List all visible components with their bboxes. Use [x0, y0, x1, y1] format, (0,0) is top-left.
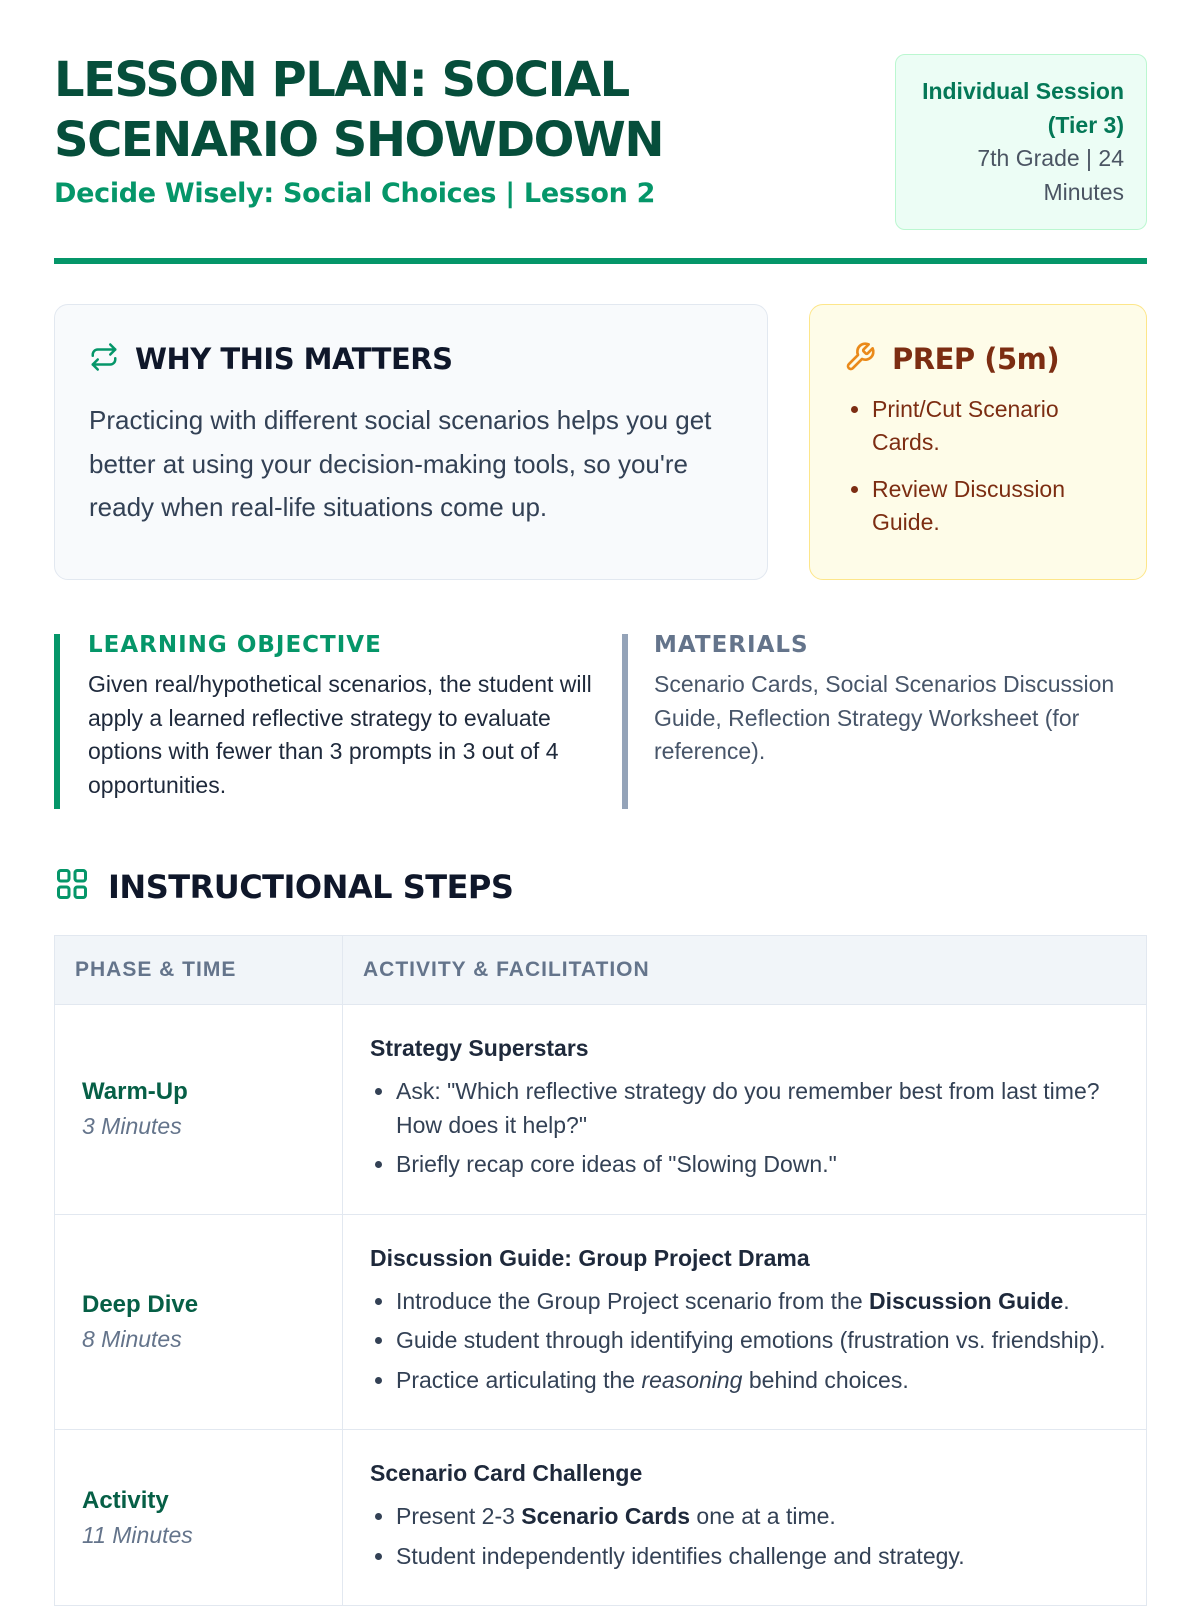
activity-item: [396, 1324, 1119, 1358]
objective-label: LEARNING OBJECTIVE: [88, 632, 382, 658]
item-text: Ask: "Which reflective strategy do you remember best from last time? How does it help?": [396, 1078, 1100, 1138]
materials-label: MATERIALS: [654, 632, 809, 658]
learning-objective: [54, 634, 598, 809]
activity-item: [396, 1075, 1119, 1142]
phase-cell: [55, 1430, 343, 1606]
col-phase-header: PHASE & TIME: [55, 936, 343, 1005]
col-activity-header: ACTIVITY & FACILITATION: [343, 936, 1147, 1005]
activity-item: [396, 1540, 1119, 1574]
steps-heading: INSTRUCTIONAL STEPS: [108, 867, 514, 906]
item-text: Student independently identifies challenge and strategy.: [396, 1542, 965, 1569]
session-badge: [895, 54, 1147, 230]
prep-card: [809, 304, 1147, 580]
activity-list: [370, 1500, 1119, 1573]
activity-item: [396, 1364, 1119, 1398]
table-row: [55, 1214, 1147, 1430]
activity-cell: [343, 1214, 1147, 1430]
prep-item: • Review Discussion Guide.: [872, 473, 1112, 539]
activity-item: [396, 1148, 1119, 1182]
repeat-icon: [89, 342, 119, 377]
item-text: behind choices.: [742, 1366, 909, 1393]
phase-name: Activity: [82, 1486, 169, 1514]
prep-heading: PREP (5m): [892, 342, 1060, 376]
activity-title: Discussion Guide: Group Project Drama: [370, 1244, 810, 1271]
activity-list: [370, 1075, 1119, 1182]
activity-title: Scenario Card Challenge: [370, 1460, 643, 1486]
item-text: Practice articulating the: [396, 1366, 642, 1393]
table-row: [55, 1430, 1147, 1606]
table-row: [55, 1005, 1147, 1215]
emphasis-text: Scenario Cards: [521, 1503, 691, 1529]
prep-item: • Print/Cut Scenario Cards.: [872, 393, 1112, 459]
activity-list: [370, 1285, 1119, 1398]
why-this-matters-card: [54, 304, 768, 580]
why-heading: WHY THIS MATTERS: [135, 342, 453, 376]
why-body: Practicing with different social scenarios helps you get better at using your decision-making tools, so you're ready when real-life situations come up.: [89, 405, 712, 522]
header-divider: [54, 258, 1147, 264]
activity-cell: [343, 1005, 1147, 1215]
item-text: Present 2-3: [396, 1503, 522, 1529]
page-title: LESSON PLAN: SOCIAL SCENARIO SHOWDOWN: [54, 52, 663, 168]
phase-cell: [55, 1214, 343, 1430]
grid-icon: [54, 866, 90, 907]
lesson-plan-page: [54, 0, 1147, 1569]
activity-item: [396, 1500, 1119, 1534]
materials-text: Scenario Cards, Social Scenarios Discussion Guide, Reflection Strategy Worksheet (for reference).: [654, 671, 1115, 764]
header: [54, 0, 1147, 268]
phase-time: 3 Minutes: [82, 1113, 182, 1140]
item-text: Briefly recap core ideas of "Slowing Down.": [396, 1151, 837, 1177]
wrench-icon: [844, 341, 876, 378]
materials: [622, 634, 1147, 809]
item-text: Guide student through identifying emotions (frustration vs. friendship).: [396, 1327, 1106, 1353]
prep-list: [844, 393, 1112, 539]
italic-text: reasoning: [641, 1366, 743, 1393]
phase-cell: [55, 1005, 343, 1215]
objective-text: Given real/hypothetical scenarios, the student will apply a learned reflective strategy to evaluate options with fewer than 3 prompts in 3 out of 4 opportunities.: [88, 671, 592, 798]
item-text: Introduce the Group Project scenario from the: [396, 1287, 870, 1314]
activity-cell: [343, 1430, 1147, 1606]
item-text: .: [1063, 1287, 1070, 1314]
item-text: one at a time.: [690, 1503, 836, 1529]
emphasis-text: Discussion Guide: [869, 1287, 1064, 1314]
phase-name: Warm-Up: [82, 1078, 188, 1106]
phase-time: 8 Minutes: [82, 1325, 182, 1352]
phase-name: Deep Dive: [82, 1290, 199, 1318]
activity-title: Strategy Superstars: [370, 1035, 589, 1061]
steps-table: [54, 935, 1147, 1606]
activity-item: [396, 1285, 1119, 1319]
page-subtitle: Decide Wisely: Social Choices | Lesson 2: [54, 178, 656, 209]
grade-duration: 7th Grade | 24 Minutes: [977, 145, 1124, 205]
session-type: Individual Session (Tier 3): [922, 78, 1124, 138]
phase-time: 11 Minutes: [82, 1521, 193, 1548]
steps-heading-row: [54, 866, 513, 907]
